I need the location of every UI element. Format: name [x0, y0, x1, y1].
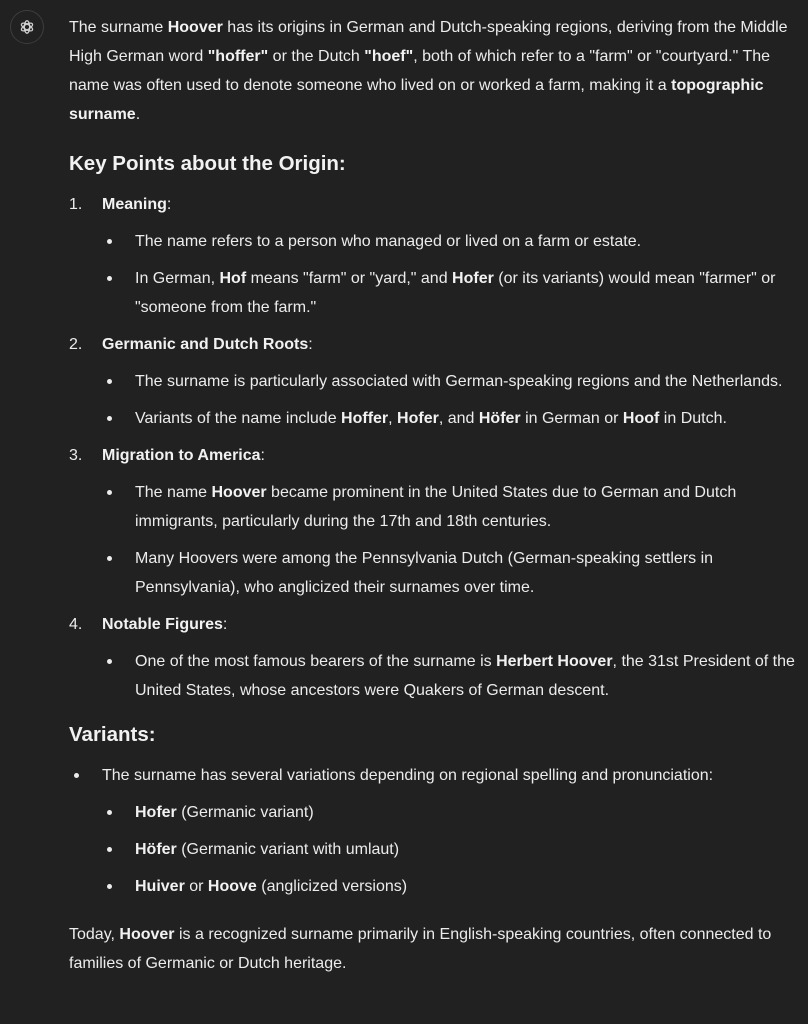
bold-text: Hoover — [167, 19, 223, 36]
list-item — [102, 264, 799, 322]
text: or — [184, 878, 208, 895]
text: became prominent in the United States due to German and Dutch immigrants, particularly during the 17th and 18th centuries. — [135, 484, 737, 530]
bullet-list — [102, 367, 799, 433]
bold-text: Höfer — [478, 410, 521, 427]
bold-text: Notable Figures — [102, 616, 223, 633]
bold-text: Hofer — [397, 410, 439, 427]
bold-text: Huiver — [135, 878, 185, 895]
key-point-title: Migration to America: — [102, 447, 265, 464]
bullet-list — [102, 647, 799, 705]
text: , — [388, 410, 398, 427]
bold-text: Hoof — [622, 410, 660, 427]
text: , both of which refer to a "farm" or "courtyard." The name was often used to denote someone who lived on or worked a farm, making it a — [69, 48, 771, 94]
bold-text: Hoover — [211, 484, 267, 501]
text: The surname — [69, 19, 168, 36]
text: or the Dutch — [268, 48, 365, 65]
list-number: 1. — [69, 196, 83, 213]
list-item — [102, 544, 799, 602]
text: has its origins in German and Dutch-speaking regions, deriving from the Middle High German word — [69, 19, 788, 65]
key-point-title: Meaning: — [102, 196, 172, 213]
text: In German, — [135, 270, 220, 287]
intro-paragraph — [69, 13, 799, 129]
bold-text: Hof — [219, 270, 247, 287]
list-item — [102, 872, 799, 901]
bold-text: Hoover — [119, 926, 175, 943]
bold-text: Hoffer — [341, 410, 389, 427]
text: The name — [135, 484, 212, 501]
key-point-item — [69, 330, 799, 433]
text: One of the most famous bearers of the surname is — [135, 653, 497, 670]
text: Variants of the name include — [135, 410, 342, 427]
key-points-heading: Key Points about the Origin: — [69, 152, 346, 175]
text: , the 31st President of the United States, whose ancestors were Quakers of German descent. — [135, 653, 795, 699]
assistant-avatar — [10, 10, 44, 44]
text: . — [135, 106, 141, 123]
key-point-item — [69, 190, 799, 322]
bold-text: Germanic and Dutch Roots — [102, 336, 309, 353]
assistant-message — [69, 13, 799, 978]
list-item — [102, 647, 799, 705]
list-item — [102, 404, 799, 433]
text: in German or — [520, 410, 623, 427]
bullet-list — [102, 798, 799, 901]
key-point-item — [69, 441, 799, 602]
list-item — [102, 367, 799, 396]
text: (Germanic variant with umlaut) — [176, 841, 400, 858]
list-item — [102, 478, 799, 536]
bold-text: Hoove — [207, 878, 257, 895]
list-item — [102, 835, 799, 864]
text: Today, — [69, 926, 120, 943]
key-point-title: Germanic and Dutch Roots: — [102, 336, 313, 353]
text: means "farm" or "yard," and — [246, 270, 453, 287]
text: in Dutch. — [659, 410, 727, 427]
bold-text: "hoef" — [364, 48, 414, 65]
bold-text: topographic surname — [69, 77, 764, 123]
list-item — [69, 761, 799, 901]
key-point-title: Notable Figures: — [102, 616, 228, 633]
text: Many Hoovers were among the Pennsylvania Dutch (German-speaking settlers in Pennsylvania), who anglicized their surnames over time. — [135, 550, 714, 596]
list-number: 2. — [69, 336, 83, 353]
bold-text: Migration to America — [102, 447, 261, 464]
list-item — [102, 227, 799, 256]
bold-text: "hoffer" — [207, 48, 269, 65]
list-number: 4. — [69, 616, 83, 633]
variants-list — [69, 761, 799, 901]
text: The name refers to a person who managed or lived on a farm or estate. — [135, 233, 642, 250]
text: The surname is particularly associated with German-speaking regions and the Netherlands. — [135, 373, 783, 390]
text: (or its variants) would mean "farmer" or "someone from the farm." — [135, 270, 776, 316]
outro-paragraph — [69, 920, 799, 978]
list-item — [102, 798, 799, 827]
bold-text: Hofer — [452, 270, 494, 287]
openai-logo-icon — [17, 17, 37, 37]
key-points-list — [69, 190, 799, 705]
text: (Germanic variant) — [176, 804, 314, 821]
bullet-list — [102, 227, 799, 322]
bold-text: Hofer — [135, 804, 177, 821]
bold-text: Meaning — [102, 196, 167, 213]
bold-text: Herbert Hoover — [496, 653, 613, 670]
list-number: 3. — [69, 447, 83, 464]
variants-heading: Variants: — [69, 723, 156, 746]
text: , and — [438, 410, 479, 427]
text: is a recognized surname primarily in English-speaking countries, often connected to families of Germanic or Dutch heritage. — [69, 926, 772, 972]
text: The surname has several variations depending on regional spelling and pronunciation: — [102, 767, 714, 784]
bold-text: Höfer — [135, 841, 177, 858]
text: (anglicized versions) — [256, 878, 408, 895]
bullet-list — [102, 478, 799, 602]
key-point-item — [69, 610, 799, 705]
